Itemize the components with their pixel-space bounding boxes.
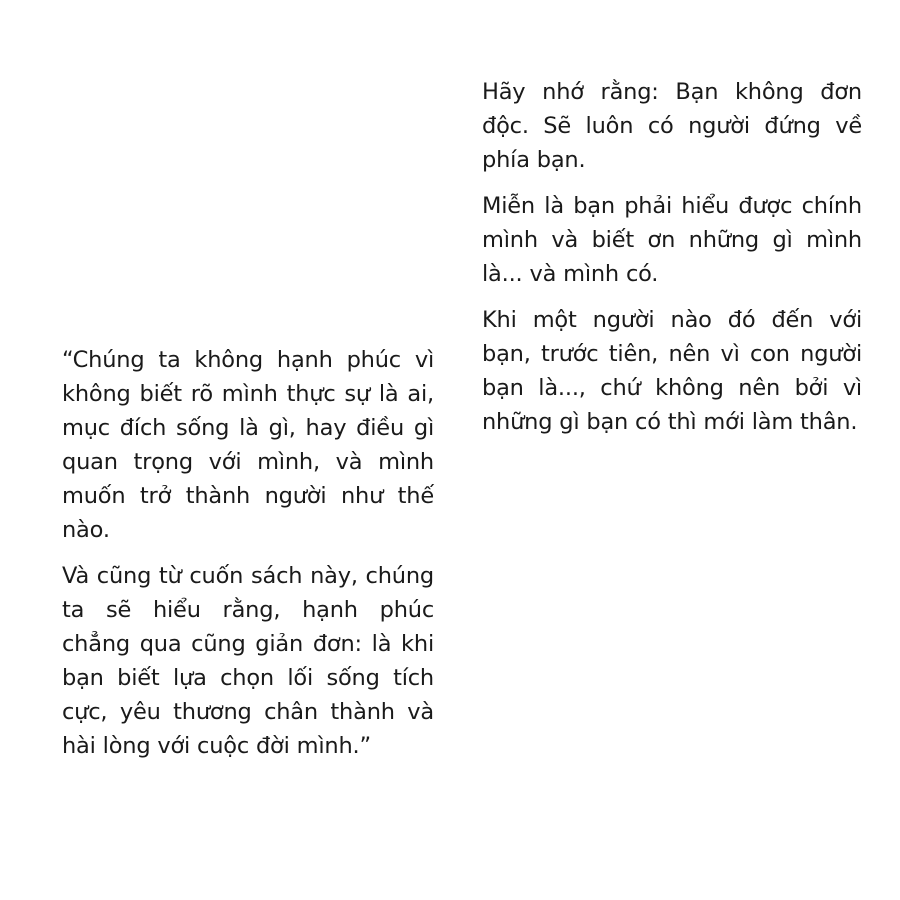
message-column [482, 75, 862, 451]
quote-paragraph-1: “Chúng ta không hạnh phúc vì không biết rõ mình thực sự là ai, mục đích sống là gì, hay điều gì quan trọng với mình, và mình muốn trở thành người như thế nào. [62, 347, 434, 543]
quote-paragraph-2: Và cũng từ cuốn sách này, chúng ta sẽ hiểu rằng, hạnh phúc chẳng qua cũng giản đơn: là khi bạn biết lựa chọn lối sống tích cực, yêu thương chân thành và hài lòng với cuộc đời mình.” [62, 563, 434, 759]
message-paragraph-2: Miễn là bạn phải hiểu được chính mình và biết ơn những gì mình là... và mình có. [482, 193, 862, 287]
message-paragraph-1: Hãy nhớ rằng: Bạn không đơn độc. Sẽ luôn có người đứng về phía bạn. [482, 79, 862, 173]
quote-column [62, 343, 434, 775]
message-paragraph-3: Khi một người nào đó đến với bạn, trước tiên, nên vì con người bạn là..., chứ không nên bởi vì những gì bạn có thì mới làm thân. [482, 307, 862, 435]
